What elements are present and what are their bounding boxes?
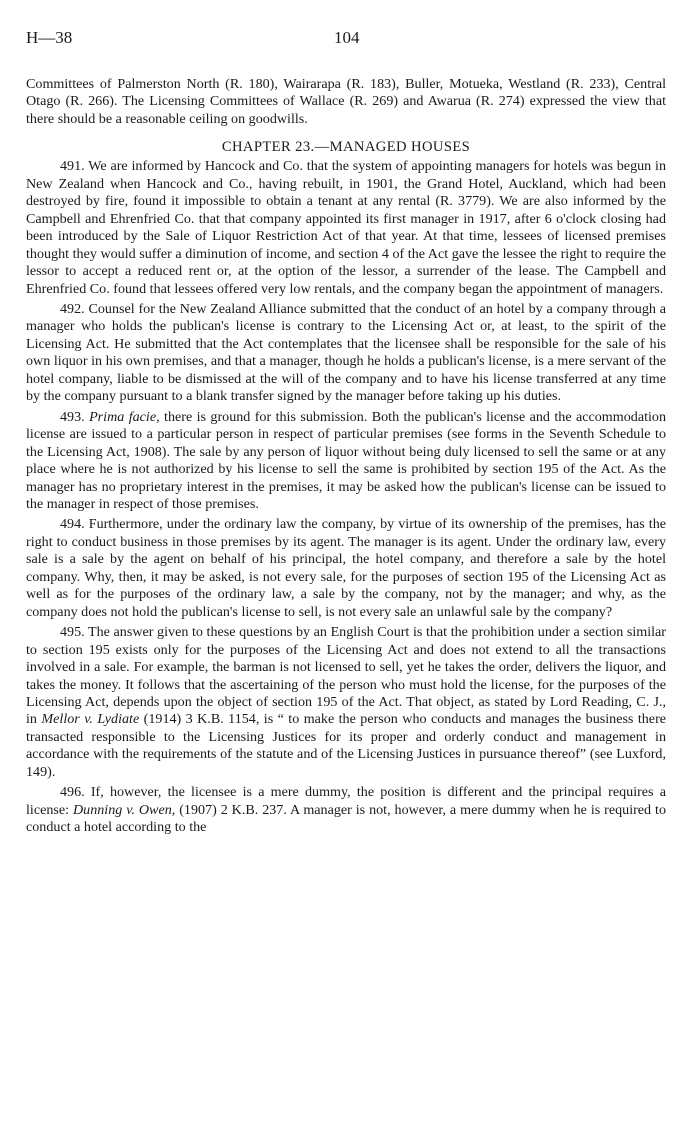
body-text	[26, 76, 666, 837]
paragraph-493-number: 493.	[60, 408, 85, 425]
paragraph-493	[26, 409, 666, 514]
paragraph-492: 492. Counsel for the New Zealand Alliance submitted that the conduct of an hotel by a company through a manager who holds the publican's license is contrary to the Licensing Act or, at least, to the spirit of the Licensing Act. He submitted that the Act contemplates that the licensee shall be responsible for the sale of his own liquor in his own premises, and that a manager, though he holds a publican's license, is a mere servant of the hotel company, liable to be dismissed at the will of the company and to have his license transferred at any time by the company pursuant to a blank transfer signed by the manager before taking up his duties.	[26, 300, 666, 405]
paragraph-496-case-citation: Dunning v. Owen,	[72, 801, 176, 818]
paragraph-495-text-a: 495. The answer given to these questions by an English Court is that the prohibition under a section similar to section 195 exists only for the purposes of the Licensing Act and does not extend to all the transactions involved in a sale. For example, the barman is not licensed to sell, yet he takes the order, delivers the liquor, and takes the money. It follows that the ascertaining of the person who must hold the license, for the purposes of the Licensing Act, depends upon the object of section 195 of the Act. That object, as stated by Lord Reading, C. J., in	[26, 624, 666, 728]
paragraph-494: 494. Furthermore, under the ordinary law the company, by virtue of its ownership of the premises, has the right to conduct business in those premises by its agent. The manager is its agent. Under the ordinary law, every sale is a sale by the agent on behalf of his principal, the hotel company, and therefore a sale by the hotel company. Why, then, it may be asked, is not every sale, for the purposes of section 195 of the Licensing Act as well as for the purposes of the ordinary law, a sale by the company, not by the manager; and why, as the company does not hold the publican's license to sell, is not every sale an unlawful sale by the company?	[26, 516, 666, 620]
paragraph-496-text-a: 496. If, however, the licensee is a mere dummy, the position is different and the principal requires a license:	[26, 784, 666, 818]
paragraph-493-italic: Prima facie,	[89, 408, 160, 425]
document-reference: H—38	[26, 28, 73, 47]
paragraph-495	[26, 624, 666, 781]
paragraph-495-text-b: (1914) 3 K.B. 1154, is “ to make the person who conducts and manages the business there transacted responsible to the Licensing Justices for its proper and orderly conduct and management in accordance with the requirements of the statute and of the Licensing Justices in pursuance thereof” (see Luxford, 149).	[26, 711, 667, 780]
paragraph-496-text-b: (1907) 2 K.B. 237. A manager is not, however, a mere dummy when he is required to conduct a hotel according to the	[26, 801, 666, 836]
page-number: 104	[334, 28, 360, 47]
document-page	[26, 28, 666, 837]
paragraph-496	[26, 784, 666, 836]
paragraph-495-case-citation: Mellor v. Lydiate	[41, 711, 140, 728]
paragraph-491: 491. We are informed by Hancock and Co. that the system of appointing managers for hotels was begun in New Zealand when Hancock and Co., having rebuilt, in 1901, the Grand Hotel, Auckland, which had been destroyed by fire, found it impossible to obtain a tenant at any rental (R. 3779). We are also informed by the Campbell and Ehrenfried Co. that that company appointed its first manager in 1917, after 6 o'clock closing had been introduced by the Sale of Liquor Restriction Act of that year. At that time, lessees of licensed premises thought they would suffer a diminution of income, and section 4 of the Act gave the lessee the right to require the lessor to accept a reduced rent or, at the option of the lessor, a surrender of the lease. The Campbell and Ehrenfried Co. found that lessees offered very low rentals, and the company began the appointment of managers.	[26, 158, 666, 297]
lead-paragraph: Committees of Palmerston North (R. 180), Wairarapa (R. 183), Buller, Motueka, Westland (R. 233), Central Otago (R. 266). The Licensing Committees of Wallace (R. 269) and Awarua (R. 274) expressed the view that there should be a reasonable ceiling on goodwills.	[26, 76, 666, 127]
paragraph-493-text: there is ground for this submission. Both the publican's license and the accommodation license are issued to a particular person in respect of particular premises (see forms in the Seventh Schedule to the Licensing Act, 1908). The sale by any person of liquor without being duly licensed to sell the same or at any place where he is not authorized by his license to sell the same is prohibited by section 195 of the Act. As the manager has no proprietary interest in the premises, it may be asked how the publican's license can be issued to the manager in respect of those premises.	[26, 408, 666, 512]
page-header	[26, 28, 666, 56]
chapter-heading: CHAPTER 23.—MANAGED HOUSES	[221, 139, 471, 156]
